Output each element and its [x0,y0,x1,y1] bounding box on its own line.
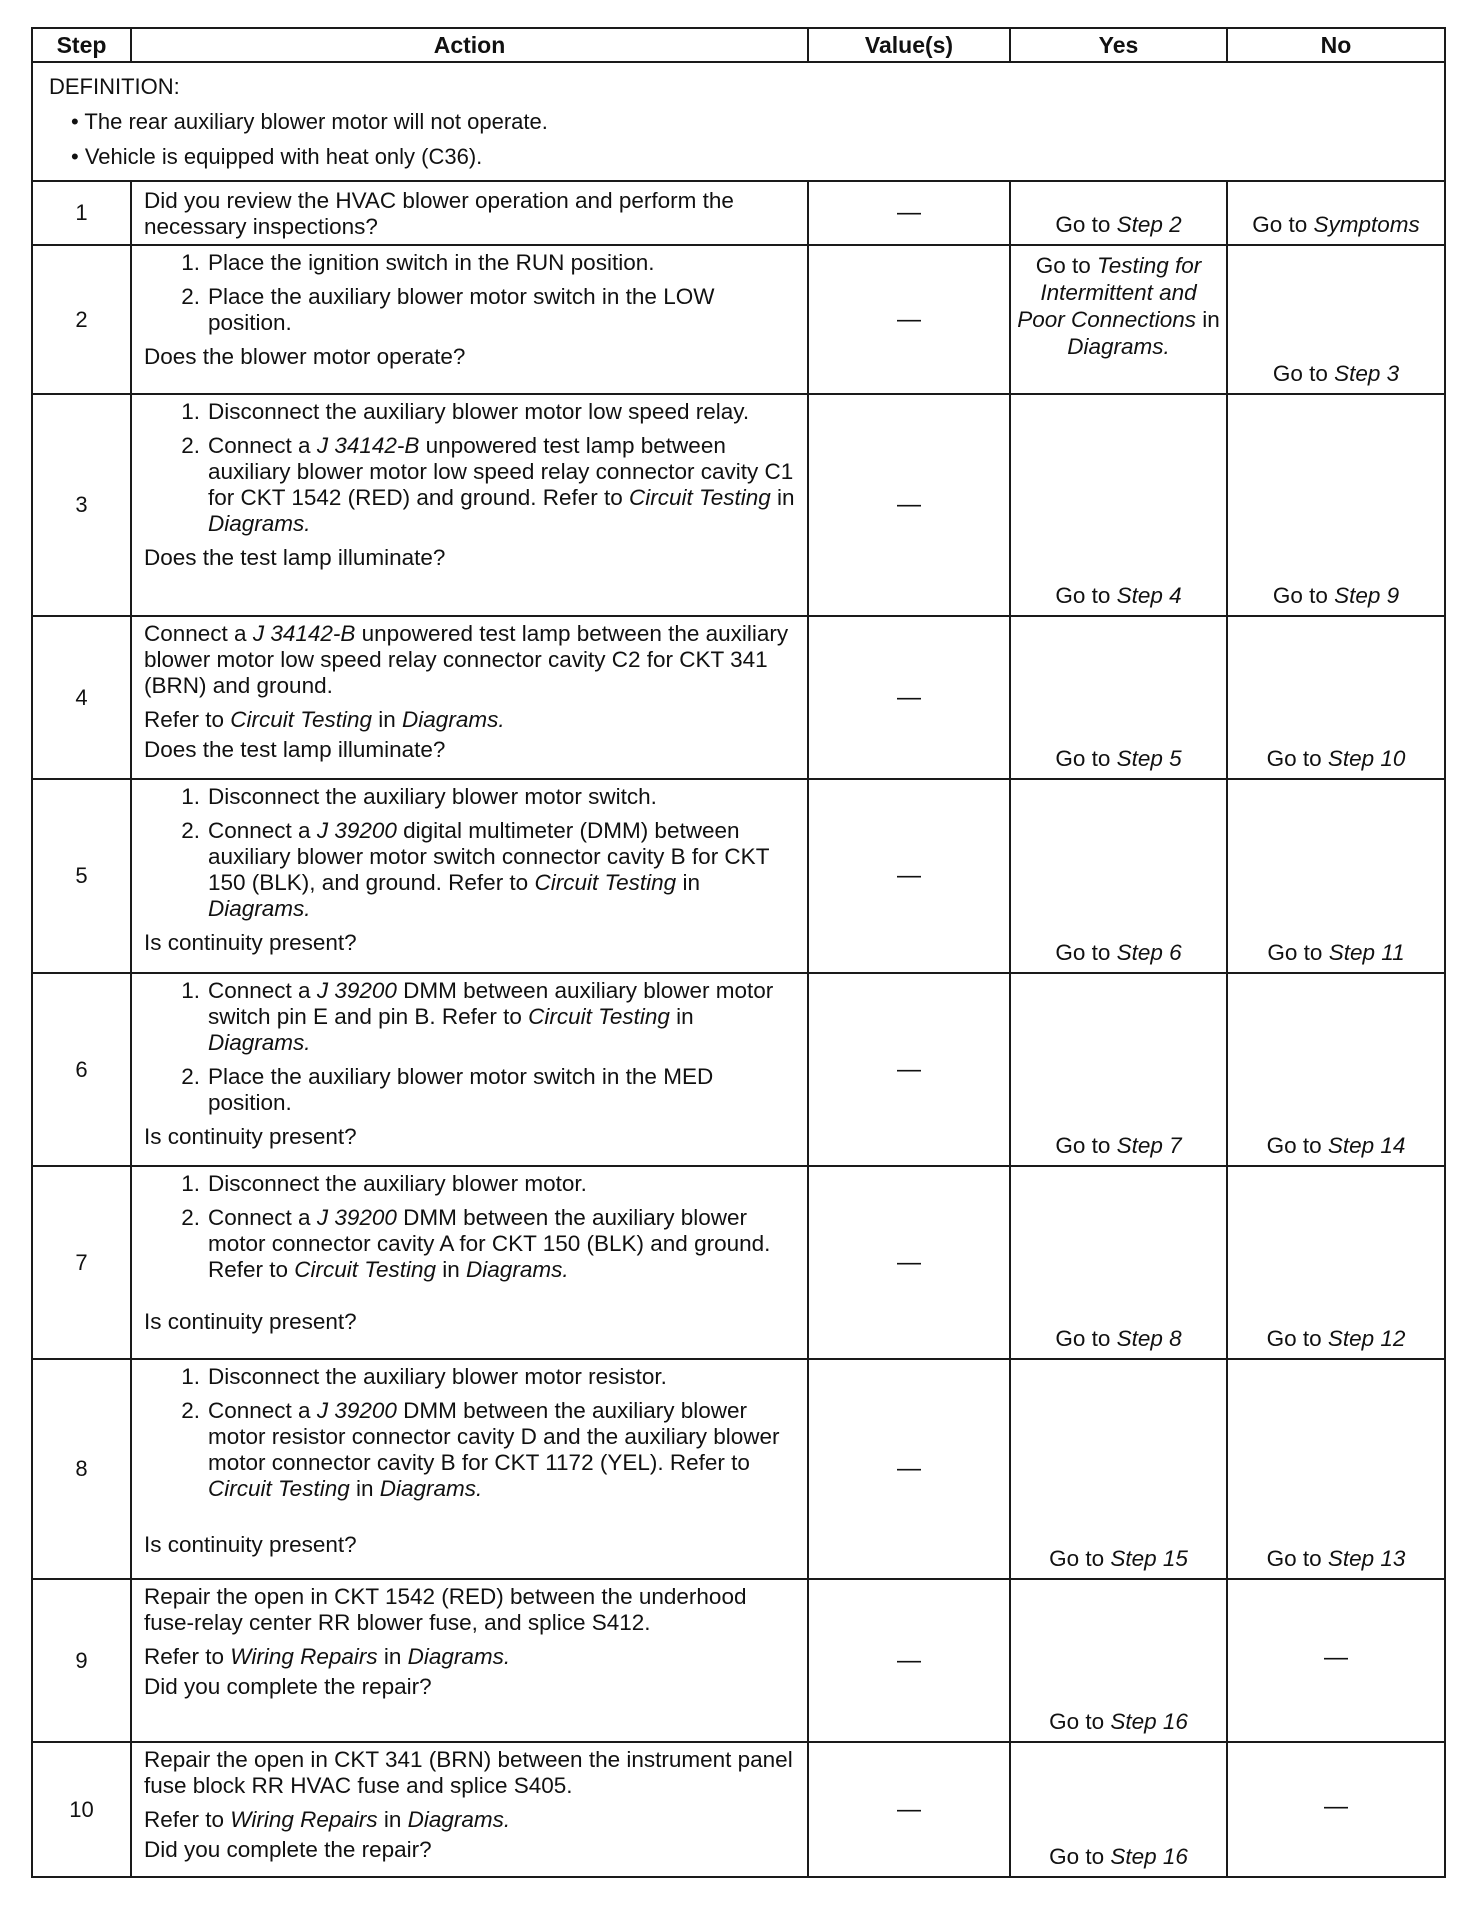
action-question: Did you complete the repair? [144,1674,432,1699]
definition-bullet: • Vehicle is equipped with heat only (C36). [71,144,483,169]
step-number: 2 [32,245,131,394]
action-item: 1. Disconnect the auxiliary blower motor low speed relay. [181,399,750,424]
no-cell: Go to Step 13 [1227,1359,1445,1579]
definition-cell [32,62,1445,181]
yes-cell: Go to Step 7 [1010,973,1227,1166]
action-cell [131,1166,808,1359]
action-cell [131,1742,808,1877]
no-cell: Go to Step 10 [1227,616,1445,779]
table-row [32,779,1445,973]
step-number: 6 [32,973,131,1166]
action-question: Does the test lamp illuminate? [144,545,446,570]
step-number: 9 [32,1579,131,1742]
header-row [32,28,1445,62]
value-cell: — [808,973,1010,1166]
table-row [32,394,1445,616]
header-yes: Yes [1010,28,1227,62]
step-number: 1 [32,181,131,245]
action-text: Connect a J 34142-B unpowered test lamp between the auxiliary blower motor low speed relay connector cavity C2 for CKT 341 (BRN) and ground. [144,621,789,698]
yes-cell: Go to Step 4 [1010,394,1227,616]
action-item: 2. Place the auxiliary blower motor switch in the MED position. [181,1064,714,1115]
value-cell: — [808,1742,1010,1877]
no-cell: — [1227,1579,1445,1742]
action-question: Does the blower motor operate? [144,344,466,369]
step-number: 4 [32,616,131,779]
no-cell: Go to Step 3 [1227,245,1445,394]
action-cell [131,616,808,779]
value-cell: — [808,245,1010,394]
no-cell: Go to Symptoms [1227,181,1445,245]
no-cell: Go to Step 14 [1227,973,1445,1166]
yes-cell: Go to Step 5 [1010,616,1227,779]
table-row [32,181,1445,245]
action-item: 1. Disconnect the auxiliary blower motor switch. [181,784,657,809]
action-cell [131,779,808,973]
value-cell: — [808,779,1010,973]
diagnostic-table [31,27,1446,1878]
table-row [32,1359,1445,1579]
header-values: Value(s) [808,28,1010,62]
action-item: 1. Disconnect the auxiliary blower motor. [181,1171,587,1196]
step-number: 3 [32,394,131,616]
no-cell: Go to Step 12 [1227,1166,1445,1359]
yes-cell: Go to Step 8 [1010,1166,1227,1359]
action-item: 2. Connect a J 39200 digital multimeter (DMM) between auxiliary blower motor switch connector cavity B for CKT 150 (BLK), and ground. Refer to Circuit Testing in Diagrams. [181,818,770,921]
action-text: Repair the open in CKT 341 (BRN) between the instrument panel fuse block RR HVAC fuse and splice S405. [144,1747,793,1798]
definition-label: DEFINITION: [49,74,180,99]
table-row [32,973,1445,1166]
value-cell: — [808,1166,1010,1359]
yes-cell: Go to Step 16 [1010,1579,1227,1742]
value-cell: — [808,1579,1010,1742]
action-text: Refer to Wiring Repairs in Diagrams. [144,1644,511,1669]
yes-cell: Go to Step 6 [1010,779,1227,973]
action-cell [131,1579,808,1742]
action-question: Does the test lamp illuminate? [144,737,446,762]
no-cell: Go to Step 9 [1227,394,1445,616]
action-question: Did you complete the repair? [144,1837,432,1862]
action-question: Is continuity present? [144,930,357,955]
action-cell [131,1359,808,1579]
header-action: Action [131,28,808,62]
yes-cell: Go to Step 2 [1010,181,1227,245]
header-step: Step [32,28,131,62]
action-question: Is continuity present? [144,1124,357,1149]
action-item: 2. Connect a J 34142-B unpowered test lamp between auxiliary blower motor low speed relay connector cavity C1 for CKT 1542 (RED) and ground. Refer to Circuit Testing in Diagrams. [181,433,795,536]
yes-cell: Go to Step 15 [1010,1359,1227,1579]
step-number: 8 [32,1359,131,1579]
step-number: 5 [32,779,131,973]
action-text: Refer to Wiring Repairs in Diagrams. [144,1807,511,1832]
header-no: No [1227,28,1445,62]
action-cell [131,181,808,245]
table-row [32,1579,1445,1742]
yes-cell: Go to Testing for Intermittent and Poor Connections in Diagrams. [1010,245,1227,394]
action-item: 2. Connect a J 39200 DMM between the auxiliary blower motor connector cavity A for CKT 150 (BLK) and ground. Refer to Circuit Testing in Diagrams. [181,1205,771,1282]
action-cell [131,394,808,616]
action-item: 1. Disconnect the auxiliary blower motor resistor. [181,1364,667,1389]
definition-bullet: • The rear auxiliary blower motor will not operate. [71,109,548,134]
table-row [32,1742,1445,1877]
action-cell [131,973,808,1166]
action-item: 1. Place the ignition switch in the RUN position. [181,250,655,275]
value-cell: — [808,181,1010,245]
step-number: 10 [32,1742,131,1877]
value-cell: — [808,1359,1010,1579]
table-row [32,1166,1445,1359]
action-cell [131,245,808,394]
action-item: 2. Place the auxiliary blower motor switch in the LOW position. [181,284,715,335]
action-text: Repair the open in CKT 1542 (RED) between the underhood fuse-relay center RR blower fuse, and splice S412. [144,1584,747,1635]
action-item: 2. Connect a J 39200 DMM between the auxiliary blower motor resistor connector cavity D and the auxiliary blower motor connector cavity B for CKT 1172 (YEL). Refer to Circuit Testing in Diagrams. [181,1398,780,1501]
no-cell: Go to Step 11 [1227,779,1445,973]
action-text: Refer to Circuit Testing in Diagrams. [144,707,505,732]
action-question: Is continuity present? [144,1532,357,1557]
table-row [32,616,1445,779]
action-question: Is continuity present? [144,1309,357,1334]
action-text: Did you review the HVAC blower operation and perform the necessary inspections? [144,188,734,239]
step-number: 7 [32,1166,131,1359]
definition-row [32,62,1445,181]
value-cell: — [808,616,1010,779]
action-item: 1. Connect a J 39200 DMM between auxiliary blower motor switch pin E and pin B. Refer to Circuit Testing in Diagrams. [181,978,774,1055]
table-row [32,245,1445,394]
yes-cell: Go to Step 16 [1010,1742,1227,1877]
value-cell: — [808,394,1010,616]
no-cell: — [1227,1742,1445,1877]
